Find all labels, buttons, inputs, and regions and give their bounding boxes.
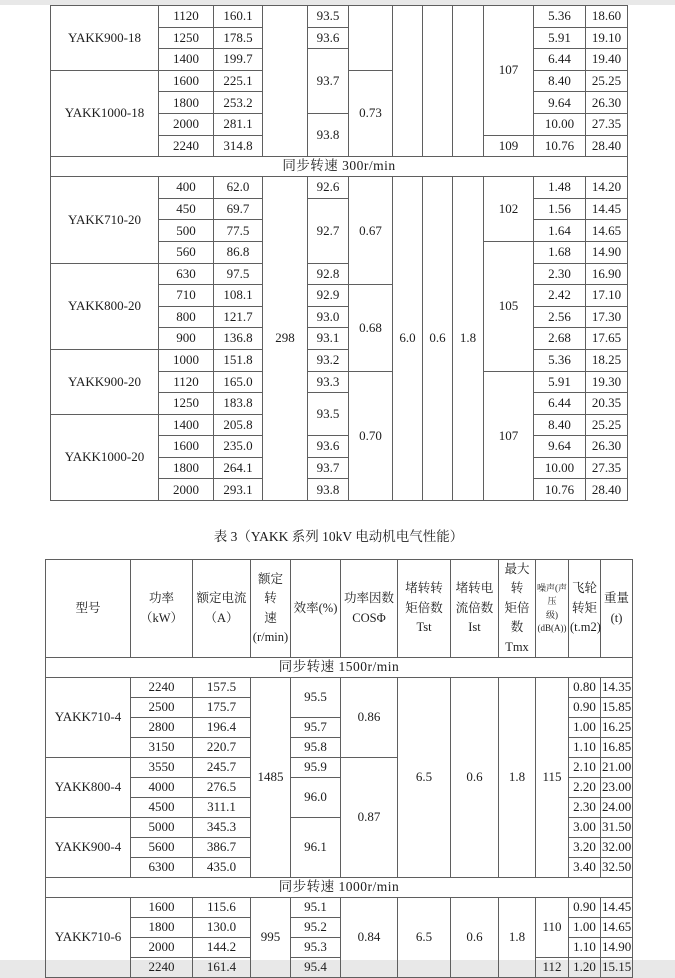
table-cell: 435.0 [193,857,251,877]
table-cell: 205.8 [214,414,263,436]
table-cell: 96.1 [291,817,341,877]
table-cell: 0.6 [423,177,453,501]
table-cell: 93.0 [308,306,349,328]
table-cell: 77.5 [214,220,263,242]
table-cell: 165.0 [214,371,263,393]
table-cell: 1800 [131,917,193,937]
table-cell: 86.8 [214,241,263,263]
table-cell: 24.00 [601,797,633,817]
table-cell: 2.42 [534,285,586,307]
table-cell: 121.7 [214,306,263,328]
table-cell: 3550 [131,757,193,777]
table-cell: 1250 [159,27,214,49]
table3-title: 表 3（YAKK 系列 10kV 电动机电气性能） [213,529,464,545]
table-cell: 314.8 [214,135,263,157]
table-cell: 1485 [251,677,291,877]
table-cell: 2.30 [534,263,586,285]
table-cell: 199.7 [214,49,263,71]
table-cell: 1400 [159,414,214,436]
table-cell: 400 [159,177,214,199]
table-cell: 95.5 [291,677,341,717]
table-cell: 5600 [131,837,193,857]
table-cell: 110 [536,897,569,957]
table-cell: YAKK800-20 [51,263,159,349]
table-cell: 14.90 [586,241,628,263]
section-band: 同步转速 1000r/min [46,877,633,897]
table-cell: 157.5 [193,677,251,697]
table-cell: 2.30 [569,797,601,817]
table-cell: YAKK900-18 [51,6,159,71]
table-cell: 1800 [159,92,214,114]
table-cell: 95.7 [291,717,341,737]
table-cell: 93.6 [308,27,349,49]
table-cell: 0.90 [569,697,601,717]
table-cell: 26.30 [586,92,628,114]
table-cell: 21.00 [601,757,633,777]
table-cell: 386.7 [193,837,251,857]
table-cell: 17.10 [586,285,628,307]
table-cell: 18.25 [586,349,628,371]
table-cell: 5.36 [534,6,586,28]
table-cell: 19.40 [586,49,628,71]
table-cell: 0.70 [349,371,393,501]
table-cell: 1.8 [499,897,536,977]
motor-performance-table-continued [50,5,628,501]
table-cell: 1.56 [534,198,586,220]
table-cell: 1400 [159,49,214,71]
table-cell: 0.80 [569,677,601,697]
table-cell: 0.6 [451,677,499,877]
table-cell: 183.8 [214,393,263,415]
column-header: 额定电流 （A） [193,560,251,658]
table-cell: 26.30 [586,436,628,458]
table-cell: 93.6 [308,436,349,458]
table-cell: 31.50 [601,817,633,837]
table-cell: 293.1 [214,479,263,501]
table-cell: 93.8 [308,113,349,156]
table-cell: 0.84 [341,897,398,977]
table-cell: 10.00 [534,113,586,135]
table-cell: 1.8 [499,677,536,877]
table-cell: 1.20 [569,957,601,977]
table-cell: 5.91 [534,27,586,49]
table-cell: 196.4 [193,717,251,737]
table-cell: 1.64 [534,220,586,242]
table-cell [393,6,423,157]
column-header: 型号 [46,560,131,658]
table-cell: 8.40 [534,414,586,436]
table-cell: 0.67 [349,177,393,285]
table-cell: 0.6 [451,897,499,977]
table-cell: 19.10 [586,27,628,49]
table-cell: 900 [159,328,214,350]
table-cell: YAKK900-4 [46,817,131,877]
table-cell: 14.65 [586,220,628,242]
table-cell: 2.10 [569,757,601,777]
table-cell: 6.44 [534,49,586,71]
table-cell: 27.35 [586,457,628,479]
table-cell: 630 [159,263,214,285]
table-cell [453,6,484,157]
table-cell: 4000 [131,777,193,797]
table-cell: 3.00 [569,817,601,837]
table-cell: 28.40 [586,479,628,501]
table-cell: 112 [536,957,569,977]
table-cell: 92.6 [308,177,349,199]
table-cell: 2.56 [534,306,586,328]
table-cell: 161.4 [193,957,251,977]
table-cell: 0.90 [569,897,601,917]
table-cell: 151.8 [214,349,263,371]
table-cell: 253.2 [214,92,263,114]
table-cell: 27.35 [586,113,628,135]
table-cell: 6.0 [393,177,423,501]
table-cell: 1250 [159,393,214,415]
column-header: 堵转转 矩倍数 Tst [398,560,451,658]
table-cell: 16.85 [601,737,633,757]
table-cell: 6.5 [398,897,451,977]
table-cell: 95.1 [291,897,341,917]
table-cell: 2000 [131,937,193,957]
table-cell: 276.5 [193,777,251,797]
table-cell: 130.0 [193,917,251,937]
table-cell: 28.40 [586,135,628,157]
table-cell: YAKK800-4 [46,757,131,817]
table-cell: 1.48 [534,177,586,199]
table-cell: 710 [159,285,214,307]
table-cell: 16.25 [601,717,633,737]
table-cell: 15.85 [601,697,633,717]
table-cell: 107 [484,371,534,501]
column-header: 飞轮 转矩 (t.m2) [569,560,601,658]
table-cell: 10.76 [534,479,586,501]
table-cell: 6300 [131,857,193,877]
table-cell: 95.8 [291,737,341,757]
table-cell: YAKK710-6 [46,897,131,977]
table-cell: 0.87 [341,757,398,877]
table-cell: 19.30 [586,371,628,393]
table-cell: 93.3 [308,371,349,393]
section-band: 同步转速 300r/min [51,157,628,177]
table-cell: 93.5 [308,6,349,28]
table-cell: 69.7 [214,198,263,220]
table-cell: 14.65 [601,917,633,937]
table-cell: 25.25 [586,70,628,92]
table-cell: 5.91 [534,371,586,393]
table-cell: 95.3 [291,937,341,957]
table-cell: 800 [159,306,214,328]
table-cell: 96.0 [291,777,341,817]
table-cell: 450 [159,198,214,220]
column-header: 功率因数 COSΦ [341,560,398,658]
table-cell: 1600 [131,897,193,917]
table-cell: 17.65 [586,328,628,350]
table-cell: 14.45 [586,198,628,220]
table-cell: 136.8 [214,328,263,350]
table-cell: 1800 [159,457,214,479]
table-cell: 107 [484,6,534,136]
table-cell: 311.1 [193,797,251,817]
column-header: 堵转电 流倍数 Ist [451,560,499,658]
table-cell: 2.20 [569,777,601,797]
table-cell: YAKK710-20 [51,177,159,263]
table-cell: 560 [159,241,214,263]
table-cell: 105 [484,241,534,371]
table-cell: 1.00 [569,917,601,937]
column-header: 额定转 速(r/min) [251,560,291,658]
table-cell [423,6,453,157]
table-cell: 0.73 [349,70,393,156]
table-cell: 2000 [159,479,214,501]
table-cell: YAKK1000-20 [51,414,159,500]
table-cell: 1.10 [569,737,601,757]
table-cell: 18.60 [586,6,628,28]
table-cell: 500 [159,220,214,242]
table-cell: 5.36 [534,349,586,371]
table-cell: 264.1 [214,457,263,479]
table-cell: 1.68 [534,241,586,263]
table-cell: 144.2 [193,937,251,957]
table-cell: 3.40 [569,857,601,877]
table-cell: 92.9 [308,285,349,307]
table-cell: 15.15 [601,957,633,977]
table-cell: 14.35 [601,677,633,697]
table-cell: 298 [263,177,308,501]
table-cell: 14.45 [601,897,633,917]
table-cell: 220.7 [193,737,251,757]
table-cell: 10.76 [534,135,586,157]
table-cell: 93.8 [308,479,349,501]
table-cell: 0.86 [341,677,398,757]
table-cell: 92.8 [308,263,349,285]
table-cell: 115 [536,677,569,877]
table-cell: 3.20 [569,837,601,857]
column-header: 重量 (t) [601,560,633,658]
table-cell: 345.3 [193,817,251,837]
table-cell: 115.6 [193,897,251,917]
table-cell: 178.5 [214,27,263,49]
table-cell: 108.1 [214,285,263,307]
table-cell: 5000 [131,817,193,837]
table-cell: 6.5 [398,677,451,877]
table-cell [263,6,308,157]
table-cell: 281.1 [214,113,263,135]
table-cell: YAKK710-4 [46,677,131,757]
table-cell: 93.7 [308,49,349,114]
table-cell: 2240 [159,135,214,157]
table-cell: 175.7 [193,697,251,717]
table-cell: 95.9 [291,757,341,777]
table-cell: 245.7 [193,757,251,777]
column-header: 噪声(声压 级)(dB(A)) [536,560,569,658]
table-cell: 2800 [131,717,193,737]
table-cell: 1120 [159,371,214,393]
table-cell: 1000 [159,349,214,371]
section-band: 同步转速 1500r/min [46,657,633,677]
motor-performance-table-3-10kv [45,559,633,978]
table-cell: 2000 [159,113,214,135]
table-cell: 16.90 [586,263,628,285]
table-cell: 14.90 [601,937,633,957]
table-cell: 93.1 [308,328,349,350]
table-cell: 2500 [131,697,193,717]
table-cell [349,6,393,71]
document-page [0,5,675,975]
table-cell: 20.35 [586,393,628,415]
table-cell: 0.68 [349,285,393,371]
table-cell: 17.30 [586,306,628,328]
table-cell: 97.5 [214,263,263,285]
table-cell: 1600 [159,70,214,92]
table-cell: 102 [484,177,534,242]
table-cell: 25.25 [586,414,628,436]
table-cell: 93.5 [308,393,349,436]
table-cell: 14.20 [586,177,628,199]
table-cell: 23.00 [601,777,633,797]
table-cell: 2240 [131,677,193,697]
table-cell: 995 [251,897,291,977]
table-cell: 93.7 [308,457,349,479]
table-cell: 92.7 [308,198,349,263]
table-cell: 32.50 [601,857,633,877]
table-cell: 8.40 [534,70,586,92]
table-cell: 10.00 [534,457,586,479]
table-cell: 93.2 [308,349,349,371]
table-cell: 1600 [159,436,214,458]
table-cell: 160.1 [214,6,263,28]
table-cell: 109 [484,135,534,157]
table-cell: 95.2 [291,917,341,937]
table-cell: 4500 [131,797,193,817]
table-cell: 225.1 [214,70,263,92]
table-cell: 9.64 [534,92,586,114]
table-cell: 1.8 [453,177,484,501]
table-cell: 6.44 [534,393,586,415]
table-cell: 2240 [131,957,193,977]
table-cell: YAKK1000-18 [51,70,159,156]
column-header: 功率（kW） [131,560,193,658]
column-header: 最大转 矩倍数 Tmx [499,560,536,658]
table-cell: 1120 [159,6,214,28]
table-cell: 1.00 [569,717,601,737]
table-cell: 9.64 [534,436,586,458]
table-cell: 2.68 [534,328,586,350]
table-cell: 1.10 [569,937,601,957]
table-cell: 3150 [131,737,193,757]
column-header: 效率(%) [291,560,341,658]
table-cell: 235.0 [214,436,263,458]
table-cell: 32.00 [601,837,633,857]
table-cell: YAKK900-20 [51,349,159,414]
table-cell: 95.4 [291,957,341,977]
table-cell: 62.0 [214,177,263,199]
